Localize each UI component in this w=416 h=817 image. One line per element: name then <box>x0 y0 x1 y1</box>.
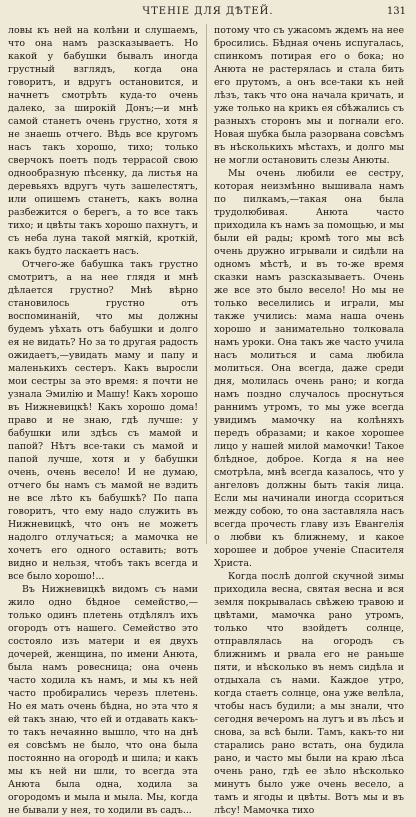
column-gutter <box>206 24 207 544</box>
right-column <box>214 24 404 817</box>
right-paragraph-2: Мы очень любили ее сестру, которая неизмѣнно вышивала намъ по пилкамъ,—такая она была трудолюбивая. Анюта часто приходила къ намъ за помощью, и мы были ей рады; кромѣ того мы всѣ очень дружно игрывали и сидѣли на одномъ мѣстѣ, и въ то-же время сказки намъ разсказываетъ. Очень же все это было весело! Но мы не только веселились и играли, мы также учились: мама наша очень хорошо и занимательно толковала намъ уроки. Она такъ же часто учила насъ молиться и сама любила молиться. Она всегда, даже среди дня, молилась очень рано; и когда намъ поздно случалось проснуться раннимъ утромъ, то мы уже всегда увидимъ мамочку на колѣняхъ передъ образами; и какое хорошее лицо у нашей милой мамочки! Такое блѣдное, доброе. Когда я на нее смотрѣла, мнѣ всегда казалось, что у ангеловъ должны быть такія лица. Если мы начинали иногда ссориться между собою, то она заставляла насъ всегда прочесть главу изъ Евангелія о любви къ ближнему, и какое хорошее и доброе ученіе Спасителя Христа. <box>214 168 404 569</box>
running-head <box>0 6 416 22</box>
left-paragraph-1: ловы къ ней на колѣни и слушаемъ, что она намъ разсказываетъ. Но какой у бабушки бывалъ иногда грустный взглядъ, когда она говоритъ, и вдругъ остановится, и начнетъ смотрѣть куда-то очень далеко, за широкій Донъ;—и мнѣ самой станетъ очень грустно, хотя я не знаешь отчего. Вѣдь все кругомъ насъ такъ хорошо, тихо; только сверчокъ поетъ подъ террасой свою однообразную пѣсенку, да листья на деревьяхъ вдругъ чуть зашелестятъ, или опишемъ станетъ, какъ волна разбежится о берегъ, а то все такъ тихо; и цвѣты такъ хорошо пахнутъ, и съ неба луна такой мягкій, кроткій, какъ будто ласкаетъ насъ. <box>8 25 198 257</box>
right-paragraph-3: Когда послѣ долгой скучной зимы приходила весна, святая весна и вся земля покрывалась свѣжею травою и цвѣтами, мамочка рано утромъ, только что взойдетъ солнце, отправлялась на огородъ съ ближнимъ и рвала его не раньше пяти, и нѣсколько въ немъ сидѣла и отдыхала съ нами. Каждое утро, когда стаетъ солнце, она уже велѣла, чтобы насъ будили; а мы знали, что сегодня вечеромъ на лугъ и въ лѣсъ и снова, за всѣ были. Тамъ, какъ-то ни старались рано встать, она будила рано, и часто мы были на краю лѣса очень рано, гдѣ ее зѣло нѣсколько минутъ было уже очень весело, а тамъ и ягоды и цвѣты. Вотъ мы и въ лѣсу! Мамочка тихо <box>214 571 404 816</box>
left-column <box>8 24 198 817</box>
running-title: ЧТЕНІЕ ДЛЯ ДѢТЕЙ. <box>142 6 274 17</box>
right-paragraph-1: потому что съ ужасомъ ждемъ на нее бросились. Бѣдная очень испугалась, спинкомъ потирая его о бока; но Анюта не растерялась и стала бить его прутомъ, а онъ все-таки къ ней лѣзъ, такъ что она начала кричать, и уже только на крикъ ея сбѣжались съ разныхъ сторонъ мы и погнали его. Новая шубка была разорвана совсѣмъ въ нѣсколькихъ мѣстахъ, и долго мы не могли остановить слезы Анюты. <box>214 25 404 166</box>
page-number: 131 <box>386 6 406 17</box>
left-paragraph-2: Отчего-же бабушка такъ грустно смотритъ, а на нее глядя и мнѣ дѣлается грустно? Мнѣ вѣрно становилось грустно отъ воспоминаній, что мы должны будемъ уѣхать отъ бабушки и долго ея не видать? Но за то другая радость ожидаетъ,—увидать маму и папу и маленькихъ сестеръ. Какъ выросли мои сестры за это время: я почти не узнала Эмилію и Машу! Какъ хорошо въ Нижневицкѣ! Какъ хорошо дома! право и не знаю, гдѣ лучше: у бабушки или здѣсь съ мамой и папой? Нѣтъ все-таки съ мамой и папой лучше, хотя и у бабушки очень, очень весело! И не думаю, отчего бы намъ съ мамой не вздить не все лѣто къ бабушкѣ? По папа говоритъ, что ему надо служить въ Нижневицкѣ, что онъ не можетъ надолго отлучаться; а мамочка не хочетъ его одного оставить; вотъ видно и нельзя, чтобъ такъ всегда и все было хорошо!... <box>8 259 198 582</box>
left-paragraph-3: Въ Нижневицкѣ видомъ съ нами жило одно бѣдное семейство,—только одинъ плетень отдѣлялъ ихъ огородъ отъ нашего. Семейство это состояло изъ матери и ея двухъ дочерей, женщина, по имени Анюта, была намъ ровесница; она очень часто ходила къ намъ, и мы къ ней часто пробирались черезъ плетень. Но ея мать очень бѣдна, но эта что я ей такъ знаю, что ей и отдавать какъ-то такъ нечаянно вышло, что на днѣ ея совсѣмъ не было, что она была постоянно на огородѣ и шила; и какъ мы къ ней ни шли, то всегда эта Анюта была одна, ходила за огородомъ и мыла и мыла. Мы, когда не бывали у нея, то ходили въ садъ... <box>8 584 198 816</box>
